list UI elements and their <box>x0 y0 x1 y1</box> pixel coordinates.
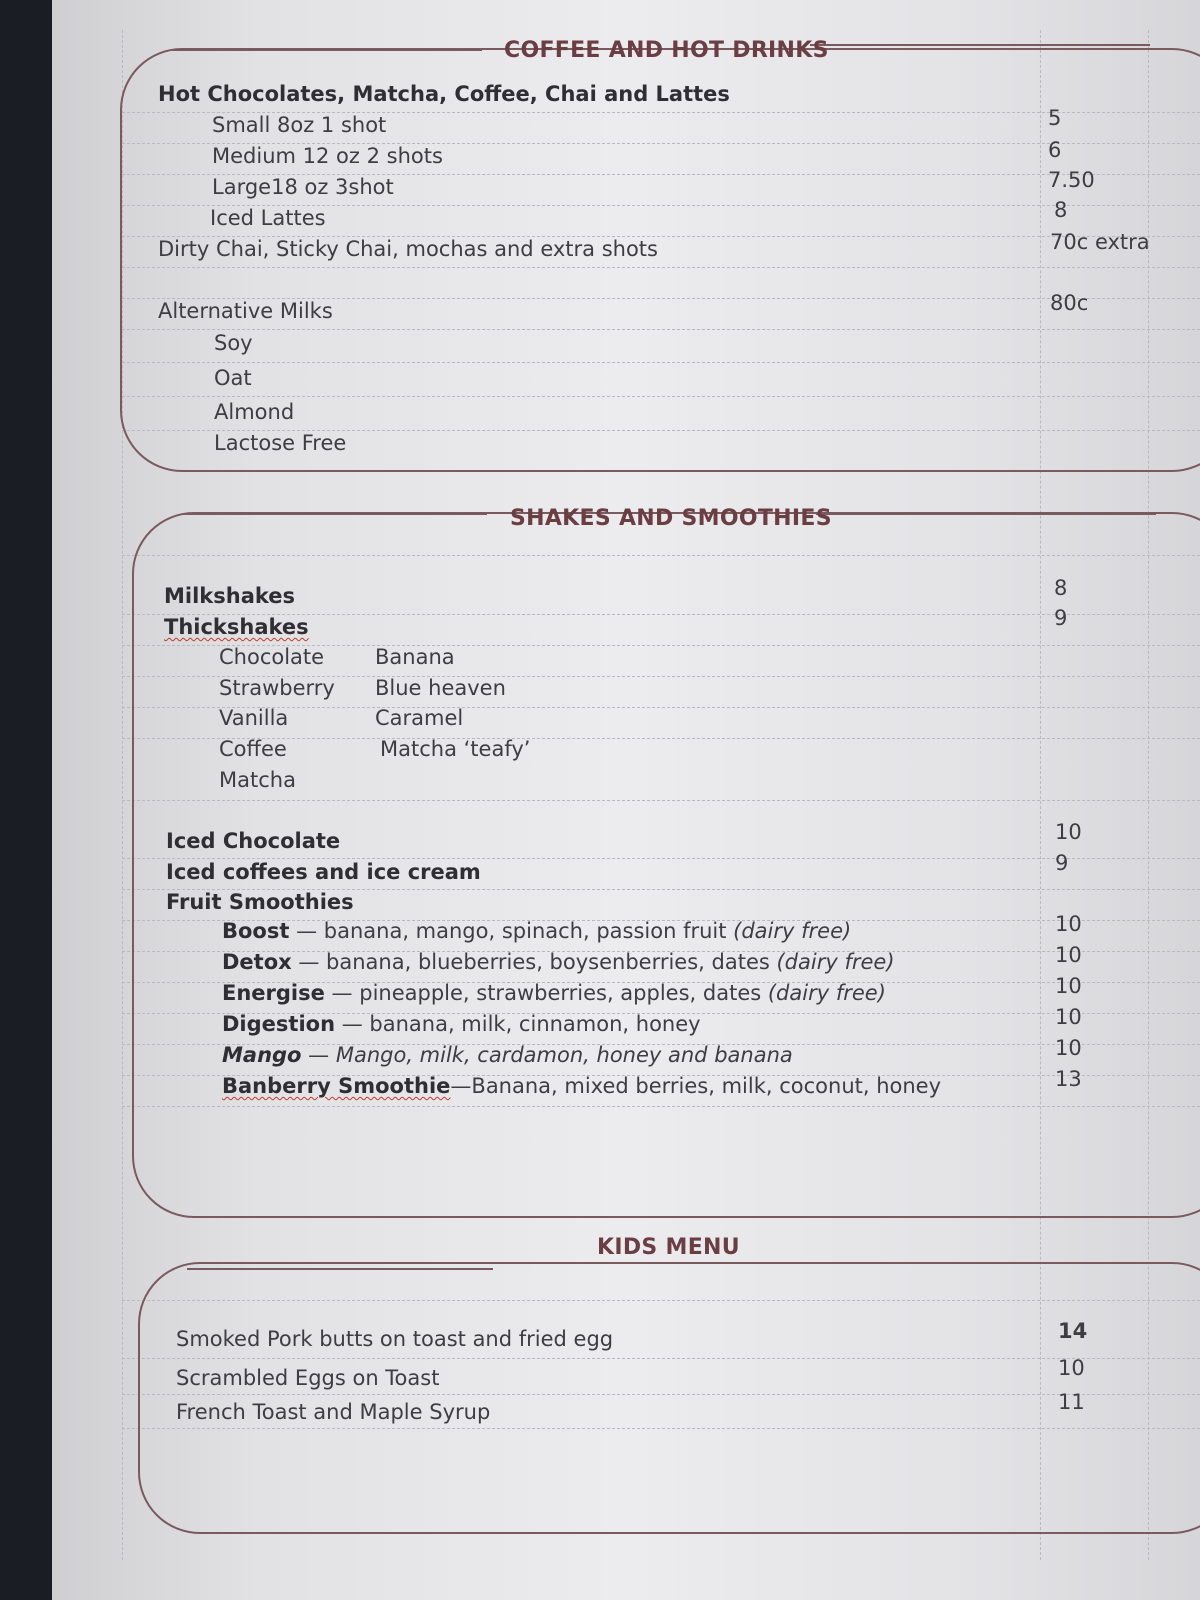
title-rule <box>810 44 1150 46</box>
size-medium-price: 6 <box>1048 138 1062 162</box>
coffee-heading: Hot Chocolates, Matcha, Coffee, Chai and Lattes <box>158 82 730 106</box>
smoothie-row <box>222 950 895 974</box>
thickshakes-text: Thickshakes <box>164 615 309 639</box>
size-large-price: 7.50 <box>1048 168 1095 192</box>
thickshakes-price: 9 <box>1054 606 1068 630</box>
extras-price: 70c extra <box>1050 230 1150 254</box>
smoothie-desc: banana, mango, spinach, passion fruit <box>323 919 734 943</box>
flavour-item: Matcha ‘teafy’ <box>380 737 531 761</box>
smoothie-desc: Banana, mixed berries, milk, coconut, honey <box>471 1074 942 1098</box>
title-rule <box>820 1262 1160 1264</box>
kids-item-label: French Toast and Maple Syrup <box>176 1400 491 1424</box>
milkshakes-label: Milkshakes <box>164 584 296 608</box>
smoothie-row <box>222 981 886 1005</box>
flavour-item: Chocolate <box>219 645 325 669</box>
smoothie-name: Digestion <box>222 1012 336 1036</box>
title-rule <box>172 49 482 51</box>
smoothie-sep: — <box>289 919 324 943</box>
kids-section-frame <box>138 1262 1200 1534</box>
smoothie-price: 10 <box>1055 1036 1082 1060</box>
iced-chocolate-label: Iced Chocolate <box>166 829 341 853</box>
smoothie-row <box>222 1043 793 1067</box>
smoothie-name: Detox <box>222 950 292 974</box>
title-rule <box>187 1268 493 1270</box>
kids-item-label: Scrambled Eggs on Toast <box>176 1366 440 1390</box>
title-rule <box>182 513 487 515</box>
fruit-smoothies-label: Fruit Smoothies <box>166 890 354 914</box>
smoothie-sep: — <box>450 1074 472 1098</box>
smoothie-price: 10 <box>1055 974 1082 998</box>
thickshakes-label <box>164 615 309 639</box>
smoothie-desc: pineapple, strawberries, apples, dates <box>359 981 768 1005</box>
menu-document <box>52 0 1200 1600</box>
flavour-item: Vanilla <box>219 706 289 730</box>
flavour-item: Strawberry <box>219 676 335 700</box>
smoothie-sep: — <box>324 981 360 1005</box>
flavour-item: Banana <box>375 645 455 669</box>
kids-item-label: Smoked Pork butts on toast and fried egg <box>176 1327 614 1351</box>
kids-item-price: 10 <box>1058 1356 1085 1380</box>
smoothie-desc: banana, blueberries, boysenberries, dates <box>326 950 777 974</box>
milk-item: Lactose Free <box>214 431 347 455</box>
flavour-item: Blue heaven <box>375 676 506 700</box>
alt-milks-price: 80c <box>1050 291 1089 315</box>
smoothie-row <box>222 1074 941 1098</box>
size-large-label: Large18 oz 3shot <box>212 175 394 199</box>
smoothie-price: 10 <box>1055 1005 1082 1029</box>
smoothie-desc: banana, milk, cinnamon, honey <box>369 1012 701 1036</box>
smoothie-desc: Mango, milk, cardamon, honey and banana <box>335 1043 793 1067</box>
milk-item: Soy <box>214 331 253 355</box>
kids-section-title: KIDS MENU <box>597 1235 740 1260</box>
smoothie-note: (dairy free) <box>776 950 895 974</box>
iced-chocolate-price: 10 <box>1055 820 1082 844</box>
shakes-section-title: SHAKES AND SMOOTHIES <box>510 506 832 531</box>
smoothie-sep: — <box>291 950 327 974</box>
kids-item-price: 11 <box>1058 1390 1085 1414</box>
iced-lattes-label: Iced Lattes <box>210 206 326 230</box>
flavour-item: Matcha <box>219 768 296 792</box>
milk-item: Oat <box>214 366 252 390</box>
iced-lattes-price: 8 <box>1054 198 1068 222</box>
milk-item: Almond <box>214 400 295 424</box>
extras-label: Dirty Chai, Sticky Chai, mochas and extra shots <box>158 237 658 261</box>
smoothie-row <box>222 919 851 943</box>
size-small-price: 5 <box>1048 106 1062 130</box>
coffee-section-title: COFFEE AND HOT DRINKS <box>504 38 829 63</box>
smoothie-note: (dairy free) <box>767 981 886 1005</box>
size-medium-label: Medium 12 oz 2 shots <box>212 144 443 168</box>
iced-coffees-label: Iced coffees and ice cream <box>166 860 481 884</box>
smoothie-name: Banberry Smoothie <box>222 1074 451 1098</box>
smoothie-sep: — <box>335 1012 370 1036</box>
flavour-item: Coffee <box>219 737 287 761</box>
smoothie-row <box>222 1012 701 1036</box>
size-small-label: Small 8oz 1 shot <box>212 113 387 137</box>
smoothie-sep: — <box>301 1043 336 1067</box>
smoothie-price: 13 <box>1055 1067 1082 1091</box>
kids-item-price: 14 <box>1058 1319 1088 1343</box>
smoothie-note: (dairy free) <box>733 919 852 943</box>
smoothie-price: 10 <box>1055 943 1082 967</box>
smoothie-name: Energise <box>222 981 325 1005</box>
smoothie-name: Mango <box>222 1043 302 1067</box>
alt-milks-label: Alternative Milks <box>158 299 333 323</box>
milkshakes-price: 8 <box>1054 576 1068 600</box>
title-rule <box>816 513 1156 515</box>
smoothie-name: Boost <box>222 919 290 943</box>
smoothie-price: 10 <box>1055 912 1082 936</box>
flavour-item: Caramel <box>375 706 464 730</box>
iced-coffees-price: 9 <box>1055 851 1069 875</box>
